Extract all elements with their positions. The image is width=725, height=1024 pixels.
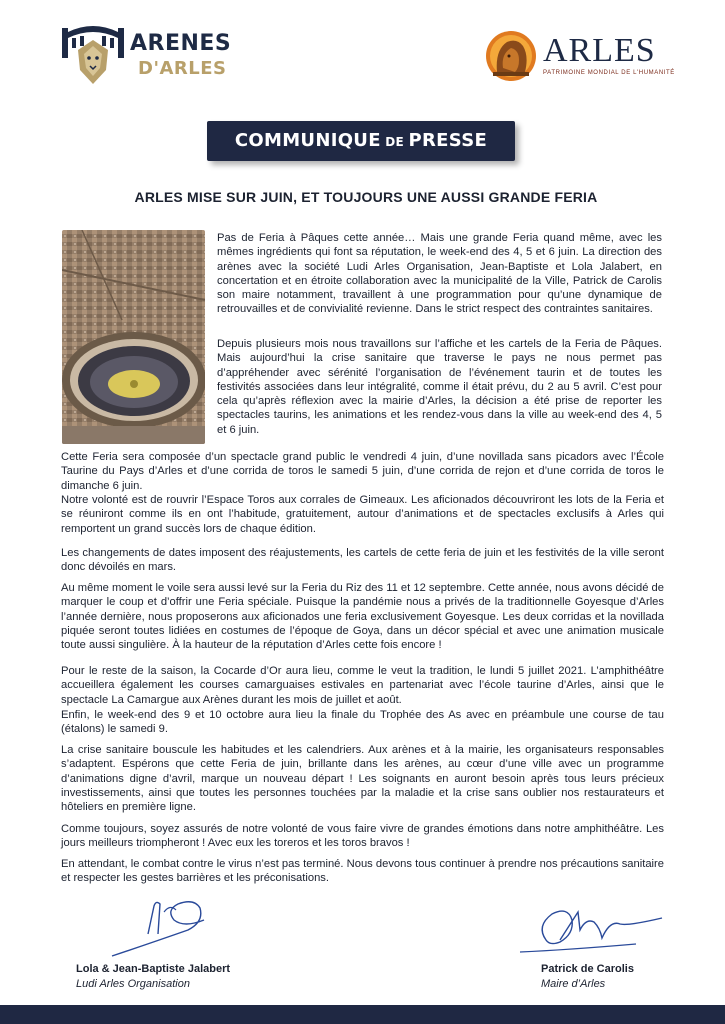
banner-title bbox=[207, 130, 515, 151]
paragraph-postponement: Depuis plusieurs mois nous travaillons sur l’affiche et les cartels de la Feria de Pâques. Mais aujourd’hui la crise sanitaire que traverse le pays ne nous permet pas d’appréhender avec sérénité l’organisation de l’événement taurin et de toutes les festivités associées dans leur intégralité, comme il était prévu, du 2 au 5 avril. C’est pour cela qu’après réflexion avec la mairie d’Arles, la décision a été prise de reporter les spectacles taurins, les animations et les rendez-vous dans la ville au week-end des 4, 5 et 6 juin. bbox=[217, 338, 662, 436]
footer-bar bbox=[0, 1005, 725, 1024]
arles-logo bbox=[485, 28, 675, 88]
right-signatory-name: Patrick de Carolis bbox=[541, 963, 634, 975]
paragraph-changes: Les changements de dates imposent des réajustements, les cartels de cette feria de juin et les festivités de la ville seront donc dévoilés en mars. bbox=[61, 547, 664, 574]
lion-emblem-icon bbox=[485, 28, 537, 84]
paragraph-emotions: Comme toujours, soyez assurés de notre volonté de vous faire vivre de grandes émotions dans notre amphithéâtre. Les jours meilleurs triompheront ! Avec eux les toreros et les toros bravos ! bbox=[61, 823, 664, 850]
banner-word-end: PRESSE bbox=[408, 130, 488, 151]
left-signatory-name: Lola & Jean-Baptiste Jalabert bbox=[76, 963, 231, 975]
press-release-banner bbox=[207, 121, 515, 161]
arles-logo-wordmark: ARLES bbox=[543, 32, 656, 69]
arenes-logo-line1: ARENES bbox=[130, 31, 232, 56]
paragraph-crisis: La crise sanitaire bouscule les habitudes et les calendriers. Aux arènes et à la mairie, les organisateurs responsables s’adaptent. Espérons que cette Feria de juin, brillante dans les arènes, au cœur d’une ville avec un programme d’animations digne d’avril, marque un nouveau départ ! Les soignants en auront besoin après tous leurs précieux investissements, ainsi que toutes les personnes touchées par la maladie et la crise sans oublier nos restaurateurs et hôteliers en première ligne. bbox=[61, 744, 664, 814]
paragraph-season: Pour le reste de la saison, la Cocarde d’Or aura lieu, comme le veut la tradition, le lundi 5 juillet 2021. L’amphithéâtre accueillera également les courses camarguaises estivales en partenariat avec l’école taurine d’Arles, ainsi que le spectacle La Camargue aux Arènes durant les mois de juillet et août. bbox=[61, 665, 664, 706]
right-signatory-role: Maire d’Arles bbox=[541, 978, 606, 990]
arenes-logo bbox=[60, 22, 240, 92]
carolis-signature bbox=[516, 900, 666, 960]
paragraph-intro: Pas de Feria à Pâques cette année… Mais une grande Feria quand même, avec les mêmes ingrédients qui font sa réputation, le week-end des 4, 5 et 6 juin. La direction des arènes avec la société Ludi Arles Organisation, Jean-Baptiste et Lola Jalabert, en concertation et en étroite collaboration avec la municipalité de la Ville, Patrick de Carolis son maire notamment, travaillent à une programmation pour qu’une dynamique de retrouvailles et de convivialité revienne. Dans le strict respect des contraintes sanitaires. bbox=[217, 232, 662, 316]
arena-aerial-photo bbox=[62, 230, 205, 444]
paragraph-espace-toros: Notre volonté est de rouvrir l’Espace Toros aux corrales de Gimeaux. Les aficionados découvriront les lots de la Feria et se réuniront comme ils en ont l’habitude, gratuitement, autour d’animations et de spectacles exclusifs à Arles qui remportent un grand succès lors de chaque édition. bbox=[61, 494, 664, 535]
paragraph-program: Cette Feria sera composée d’un spectacle grand public le vendredi 4 juin, d’une novillada sans picadors avec l’École Taurine du Pays d’Arles et d’une corrida de toros le samedi 5 juin, d’une corrida de rejon et d’une corrida de toros le dimanche 6 juin. bbox=[61, 451, 664, 492]
jalabert-signature bbox=[108, 894, 218, 964]
paragraph-feria-du-riz: Au même moment le voile sera aussi levé sur la Feria du Riz des 11 et 12 septembre. Cette année, nous avons décidé de marquer le coup et d’offrir une Feria spéciale. Puisque la pandémie nous a privés de la traditionnelle Goyesque d’Arles l’année dernière, nous proposerons aux aficionados une feria exclusivement Goyesque. Les deux corridas et la novillada piquée seront toutes lidiées en costumes de l’époque de Goya, dans un décor spécial et avec une animation musicale toute aussi singulière. À la hauteur de la réputation d’Arles cette fois encore ! bbox=[61, 582, 664, 652]
paragraph-precautions: En attendant, le combat contre le virus n’est pas terminé. Nous devons tous continuer à prendre nos précautions sanitaire et respecter les gestes barrières et les préconisations. bbox=[61, 858, 664, 885]
paragraph-trophee: Enfin, le week-end des 9 et 10 octobre aura lieu la finale du Trophée des As avec en préambule une course de tau (étalons) le samedi 9. bbox=[61, 709, 664, 736]
banner-word-main: COMMUNIQUE bbox=[234, 130, 381, 151]
arenes-logo-line2: D'ARLES bbox=[138, 58, 227, 79]
arena-photo-icon bbox=[62, 230, 205, 444]
banner-word-small: DE bbox=[380, 135, 409, 149]
left-signatory-role: Ludi Arles Organisation bbox=[76, 978, 190, 990]
arles-logo-tagline: PATRIMOINE MONDIAL DE L'HUMANITÉ bbox=[543, 70, 675, 76]
headline: ARLES MISE SUR JUIN, ET TOUJOURS UNE AUSSI GRANDE FERIA bbox=[134, 189, 598, 205]
arena-lion-icon bbox=[60, 24, 126, 90]
